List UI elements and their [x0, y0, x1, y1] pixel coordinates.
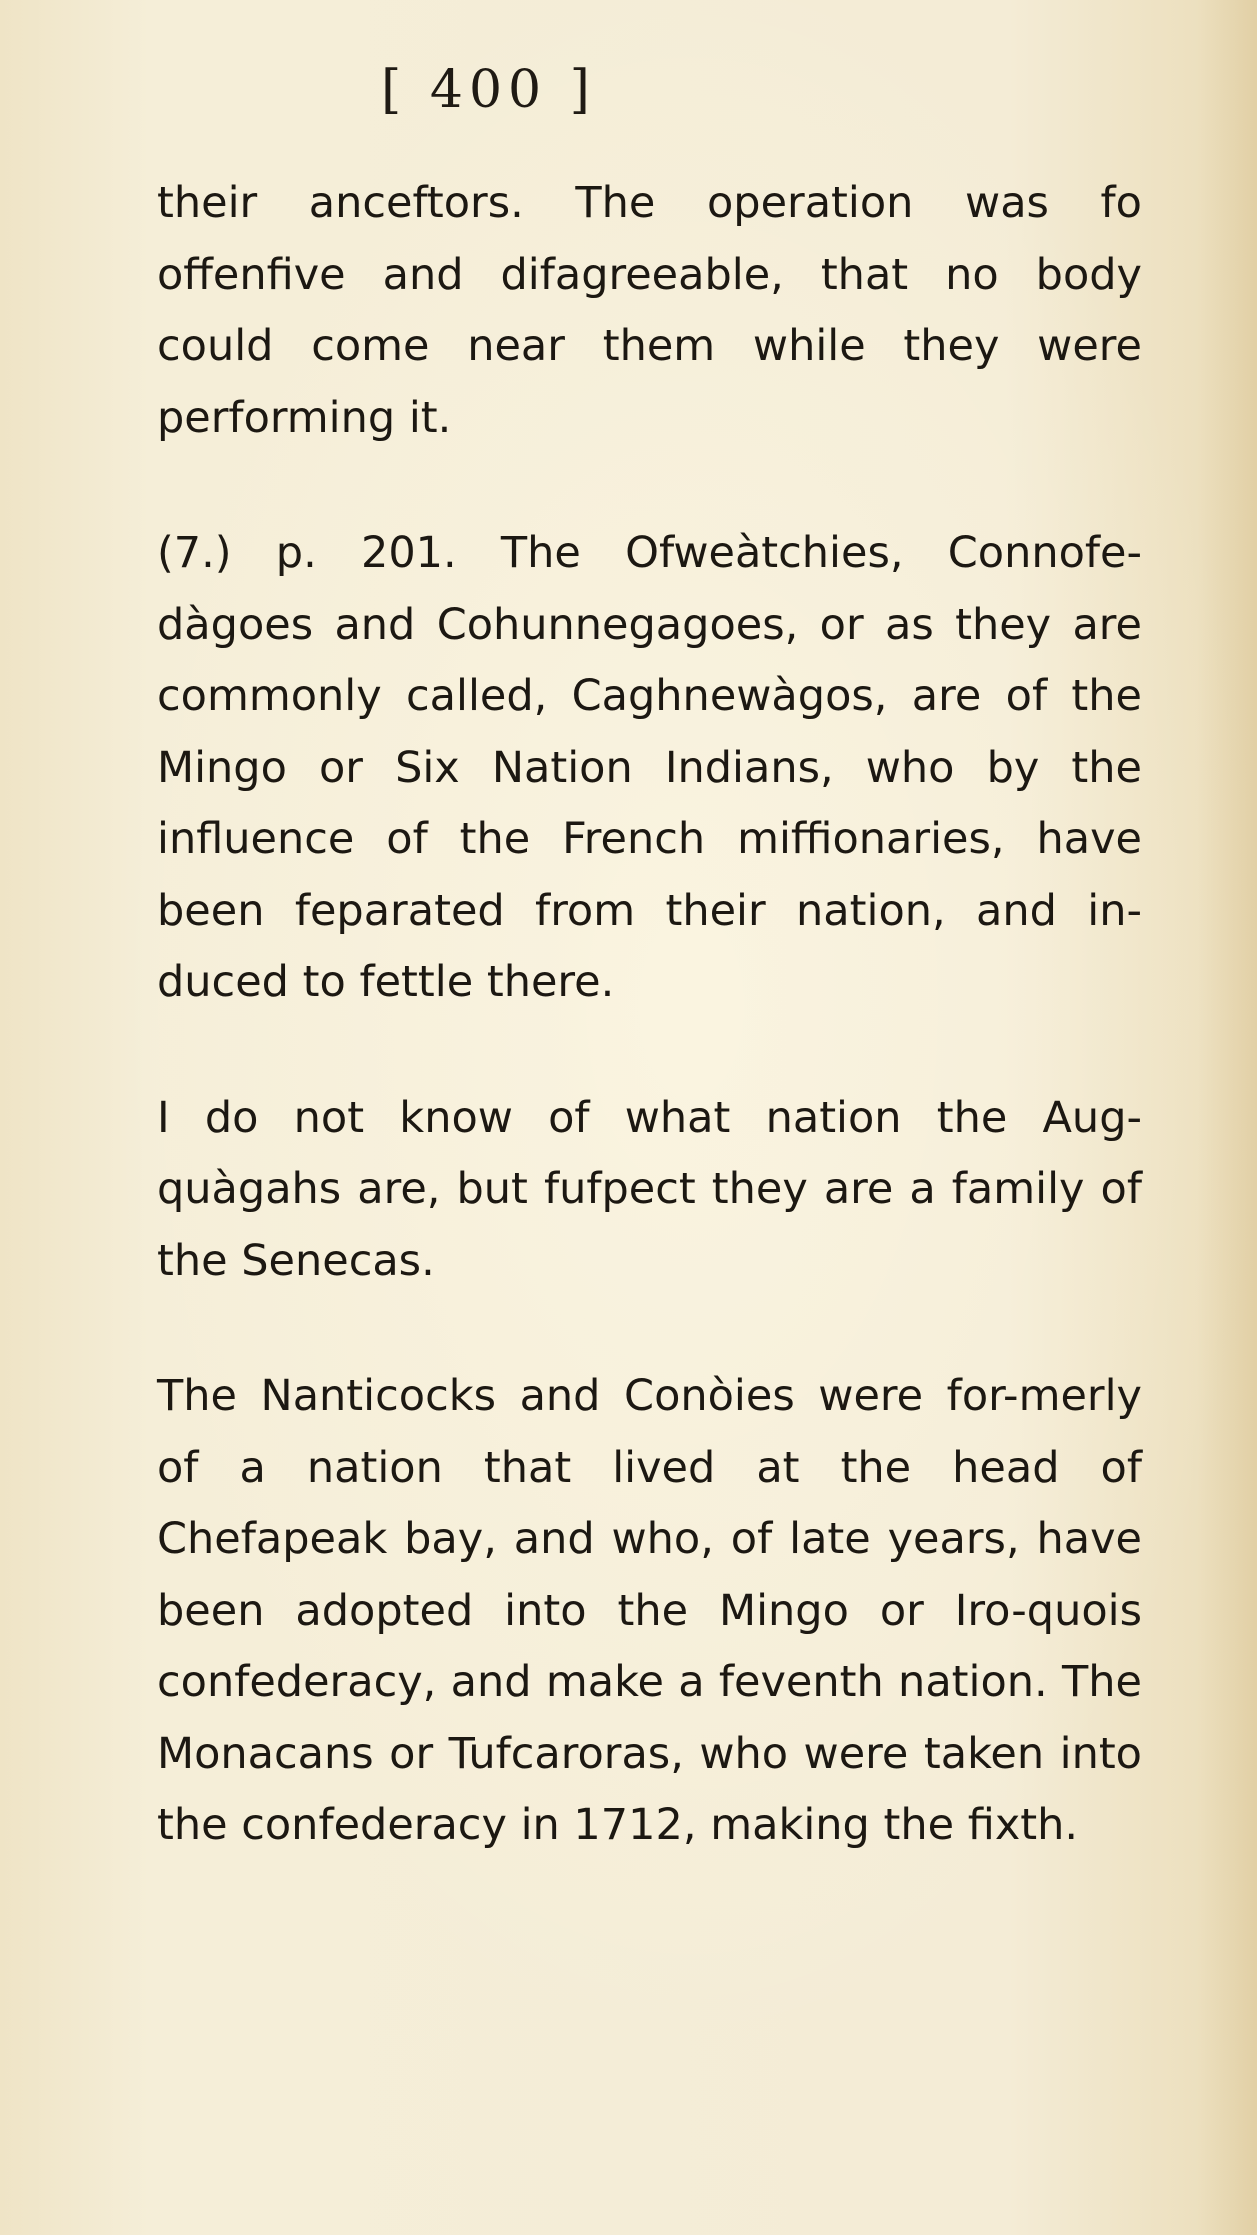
paragraph-3: I do not know of what nation the Aug-quàgahs are, but fufpect they are a family of the Senecas. — [157, 1092, 1142, 1286]
paragraph-2-note-7: (7.) p. 201. The Ofweàtchies, Connofe-dàgoes and Cohunnegagoes, or as they are commonly called, Caghnewàgos, are of the Mingo or Six Nation Indians, who by the influence of the French miffionaries, have been feparated from their nation, and in-duced to fettle there. — [157, 528, 1142, 1007]
paragraph-1: their anceftors. The operation was fo offenfive and difagreeable, that no body could come near them while they were performing it. — [157, 178, 1142, 443]
page-edge-shading — [1197, 0, 1257, 2235]
body-text — [157, 168, 1142, 1862]
page-number: [ 400 ] — [381, 60, 596, 120]
paragraph-4: The Nanticocks and Conòies were for-merly of a nation that lived at the head of Chefapeak bay, and who, of late years, have been adopted into the Mingo or Iro-quois confederacy, and make a feventh nation. The Monacans or Tufcaroras, who were taken into the confederacy in 1712, making the fixth. — [157, 1371, 1142, 1850]
